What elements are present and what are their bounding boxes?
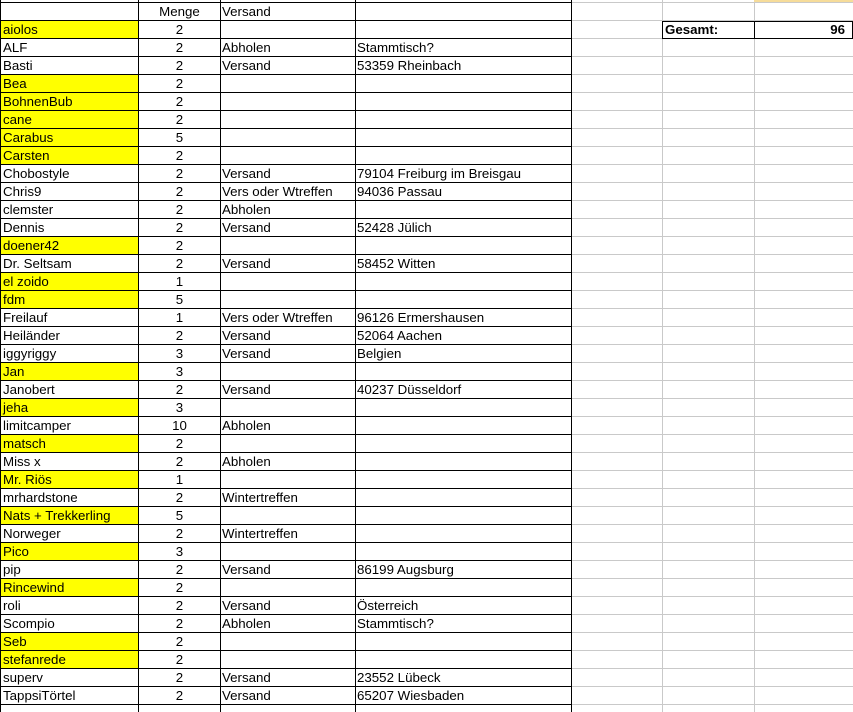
shipping-cell[interactable]: [220, 471, 355, 489]
destination-cell[interactable]: [355, 21, 572, 39]
name-cell[interactable]: Pico: [0, 543, 138, 561]
table-row: [0, 291, 853, 309]
quantity-cell[interactable]: 3: [175, 400, 184, 415]
name-cell[interactable]: iggyriggy: [3, 346, 57, 361]
quantity-cell[interactable]: 10: [172, 418, 187, 433]
quantity-cell[interactable]: 1: [175, 274, 184, 289]
table-row: [0, 507, 853, 525]
quantity-cell[interactable]: 2: [175, 112, 184, 127]
table-row: [0, 129, 853, 147]
quantity-cell[interactable]: 2: [175, 238, 184, 253]
shipping-cell[interactable]: [220, 435, 355, 453]
name-cell[interactable]: pip: [3, 562, 21, 577]
name-cell[interactable]: TappsiTörtel: [3, 688, 76, 703]
header-cell-destination[interactable]: [355, 3, 572, 21]
table-row: [0, 93, 853, 111]
shipping-cell[interactable]: [220, 111, 355, 129]
table-row: [0, 309, 853, 327]
shipping-cell[interactable]: Versand: [222, 382, 271, 397]
name-cell[interactable]: Carsten: [0, 147, 138, 165]
quantity-cell[interactable]: 2: [175, 490, 184, 505]
header-cell-shipping[interactable]: Versand: [222, 4, 271, 19]
table-row: [0, 255, 853, 273]
shipping-cell[interactable]: Abholen: [222, 454, 271, 469]
quantity-cell[interactable]: 2: [175, 688, 184, 703]
shipping-cell[interactable]: [220, 543, 355, 561]
destination-cell[interactable]: 79104 Freiburg im Breisgau: [357, 166, 522, 181]
table-row: [0, 435, 853, 453]
quantity-cell[interactable]: 2: [175, 166, 184, 181]
table-row: [0, 525, 853, 543]
name-cell[interactable]: mrhardstone: [3, 490, 78, 505]
name-cell[interactable]: Basti: [3, 58, 33, 73]
table-row: [0, 39, 853, 57]
shipping-cell[interactable]: Versand: [222, 328, 271, 343]
destination-cell[interactable]: 86199 Augsburg: [357, 562, 454, 577]
table-row: [0, 561, 853, 579]
shipping-cell[interactable]: Vers oder Wtreffen: [222, 310, 333, 325]
name-cell[interactable]: Jan: [0, 363, 138, 381]
destination-cell[interactable]: [355, 399, 572, 417]
name-cell[interactable]: Miss x: [3, 454, 41, 469]
destination-cell[interactable]: [355, 237, 572, 255]
quantity-cell[interactable]: 2: [175, 220, 184, 235]
shipping-cell[interactable]: [220, 237, 355, 255]
name-cell[interactable]: matsch: [0, 435, 138, 453]
name-cell[interactable]: fdm: [0, 291, 138, 309]
destination-cell[interactable]: [355, 651, 572, 669]
table-row: [0, 453, 853, 471]
shipping-cell[interactable]: Versand: [222, 220, 271, 235]
quantity-cell[interactable]: 2: [175, 40, 184, 55]
table-row: [0, 597, 853, 615]
table-row: [0, 363, 853, 381]
destination-cell[interactable]: 52428 Jülich: [357, 220, 432, 235]
name-cell[interactable]: Freilauf: [3, 310, 48, 325]
table-row: [0, 399, 853, 417]
table-row: [0, 273, 853, 291]
destination-cell[interactable]: [355, 543, 572, 561]
shipping-cell[interactable]: Vers oder Wtreffen: [222, 184, 333, 199]
table-row: [0, 75, 853, 93]
destination-cell[interactable]: [355, 417, 572, 435]
shipping-cell[interactable]: Versand: [222, 256, 271, 271]
name-cell[interactable]: Seb: [0, 633, 138, 651]
destination-cell[interactable]: Belgien: [357, 346, 402, 361]
quantity-cell[interactable]: 5: [175, 130, 184, 145]
destination-cell[interactable]: [355, 147, 572, 165]
quantity-cell[interactable]: 3: [175, 364, 184, 379]
destination-cell[interactable]: [355, 291, 572, 309]
name-cell[interactable]: Dennis: [3, 220, 45, 235]
table-row: [0, 183, 853, 201]
quantity-cell[interactable]: 1: [175, 310, 184, 325]
destination-cell[interactable]: 65207 Wiesbaden: [357, 688, 465, 703]
destination-cell[interactable]: [355, 75, 572, 93]
destination-cell[interactable]: [355, 507, 572, 525]
name-cell[interactable]: Janobert: [3, 382, 55, 397]
shipping-cell[interactable]: [220, 75, 355, 93]
quantity-cell[interactable]: 2: [175, 148, 184, 163]
destination-cell[interactable]: Österreich: [357, 598, 419, 613]
name-cell[interactable]: Norweger: [3, 526, 61, 541]
name-cell[interactable]: el zoido: [0, 273, 138, 291]
name-cell[interactable]: aiolos: [0, 21, 138, 39]
quantity-cell[interactable]: 2: [175, 184, 184, 199]
destination-cell[interactable]: [355, 201, 572, 219]
quantity-cell[interactable]: 2: [175, 526, 184, 541]
shipping-cell[interactable]: Versand: [222, 58, 271, 73]
selected-cell-indicator: [754, 0, 853, 2]
destination-cell[interactable]: [355, 111, 572, 129]
table-row: [0, 237, 853, 255]
shipping-cell[interactable]: Abholen: [222, 616, 271, 631]
shipping-cell[interactable]: [220, 129, 355, 147]
shipping-cell[interactable]: Abholen: [222, 418, 271, 433]
destination-cell[interactable]: 94036 Passau: [357, 184, 443, 199]
destination-cell[interactable]: [355, 579, 572, 597]
total-value[interactable]: 96: [830, 22, 845, 37]
destination-cell[interactable]: [355, 525, 572, 543]
total-label[interactable]: Gesamt:: [665, 22, 719, 37]
shipping-cell[interactable]: Versand: [222, 670, 271, 685]
destination-cell[interactable]: 58452 Witten: [357, 256, 436, 271]
name-cell[interactable]: Dr. Seltsam: [3, 256, 72, 271]
quantity-cell[interactable]: 2: [175, 652, 184, 667]
quantity-cell[interactable]: 2: [175, 256, 184, 271]
table-row: [0, 417, 853, 435]
name-cell[interactable]: stefanrede: [0, 651, 138, 669]
name-cell[interactable]: Mr. Riös: [0, 471, 138, 489]
quantity-cell[interactable]: 2: [175, 562, 184, 577]
quantity-cell[interactable]: 5: [175, 508, 184, 523]
shipping-cell[interactable]: [220, 93, 355, 111]
header-cell-name[interactable]: [0, 3, 138, 21]
shipping-cell[interactable]: Abholen: [222, 202, 271, 217]
name-cell[interactable]: superv: [3, 670, 43, 685]
destination-cell[interactable]: Stammtisch?: [357, 616, 434, 631]
destination-cell[interactable]: [355, 435, 572, 453]
name-cell[interactable]: Rincewind: [0, 579, 138, 597]
destination-cell[interactable]: [355, 273, 572, 291]
destination-cell[interactable]: [355, 489, 572, 507]
quantity-cell[interactable]: 2: [175, 454, 184, 469]
table-row: [0, 687, 853, 705]
destination-cell[interactable]: 53359 Rheinbach: [357, 58, 462, 73]
header-cell-quantity[interactable]: Menge: [159, 4, 200, 19]
name-cell[interactable]: Scompio: [3, 616, 55, 631]
quantity-cell[interactable]: 5: [175, 292, 184, 307]
name-cell[interactable]: BohnenBub: [0, 93, 138, 111]
table-row: [0, 147, 853, 165]
destination-cell[interactable]: [355, 129, 572, 147]
shipping-cell[interactable]: Versand: [222, 346, 271, 361]
name-cell[interactable]: cane: [0, 111, 138, 129]
shipping-cell[interactable]: [220, 507, 355, 525]
destination-cell[interactable]: [355, 453, 572, 471]
shipping-cell[interactable]: [220, 399, 355, 417]
quantity-cell[interactable]: 2: [175, 616, 184, 631]
name-cell[interactable]: clemster: [3, 202, 54, 217]
name-cell[interactable]: doener42: [0, 237, 138, 255]
quantity-cell[interactable]: 2: [175, 580, 184, 595]
name-cell[interactable]: Carabus: [0, 129, 138, 147]
quantity-cell[interactable]: 2: [175, 22, 184, 37]
name-cell[interactable]: Bea: [0, 75, 138, 93]
destination-cell[interactable]: Stammtisch?: [357, 40, 434, 55]
shipping-cell[interactable]: [220, 291, 355, 309]
quantity-cell[interactable]: 2: [175, 58, 184, 73]
table-row: [0, 651, 853, 669]
shipping-cell[interactable]: [220, 651, 355, 669]
table-row: [0, 471, 853, 489]
destination-cell[interactable]: 23552 Lübeck: [357, 670, 441, 685]
shipping-cell[interactable]: Wintertreffen: [222, 490, 298, 505]
quantity-cell[interactable]: 3: [175, 346, 184, 361]
destination-cell[interactable]: 52064 Aachen: [357, 328, 443, 343]
name-cell[interactable]: Nats + Trekkerling: [0, 507, 138, 525]
quantity-cell[interactable]: 2: [175, 94, 184, 109]
name-cell[interactable]: Chris9: [3, 184, 42, 199]
shipping-cell[interactable]: [220, 147, 355, 165]
table-row: [0, 489, 853, 507]
table-row: [0, 543, 853, 561]
quantity-cell[interactable]: 3: [175, 544, 184, 559]
table-row: [0, 57, 853, 75]
table-row: [0, 579, 853, 597]
name-cell[interactable]: limitcamper: [3, 418, 71, 433]
quantity-cell[interactable]: 2: [175, 328, 184, 343]
quantity-cell[interactable]: 2: [175, 76, 184, 91]
destination-cell[interactable]: 96126 Ermershausen: [357, 310, 485, 325]
name-cell[interactable]: Heiländer: [3, 328, 60, 343]
quantity-cell[interactable]: 2: [175, 670, 184, 685]
table-row: [0, 669, 853, 687]
table-row: [0, 615, 853, 633]
table-row: [0, 219, 853, 237]
destination-cell[interactable]: [355, 93, 572, 111]
shipping-cell[interactable]: [220, 363, 355, 381]
name-cell[interactable]: roli: [3, 598, 21, 613]
quantity-cell[interactable]: 1: [175, 472, 184, 487]
name-cell[interactable]: jeha: [0, 399, 138, 417]
destination-cell[interactable]: 40237 Düsseldorf: [357, 382, 462, 397]
quantity-cell[interactable]: 2: [175, 202, 184, 217]
shipping-cell[interactable]: Wintertreffen: [222, 526, 298, 541]
table-row: [0, 111, 853, 129]
table-row: [0, 345, 853, 363]
shipping-cell[interactable]: Versand: [222, 562, 271, 577]
shipping-cell[interactable]: Abholen: [222, 40, 271, 55]
shipping-cell[interactable]: [220, 579, 355, 597]
quantity-cell[interactable]: 2: [175, 598, 184, 613]
table-row: [0, 165, 853, 183]
shipping-cell[interactable]: Versand: [222, 688, 271, 703]
table-row: [0, 201, 853, 219]
destination-cell[interactable]: [355, 471, 572, 489]
table-row: [0, 327, 853, 345]
shipping-cell[interactable]: Versand: [222, 166, 271, 181]
shipping-cell[interactable]: Versand: [222, 598, 271, 613]
quantity-cell[interactable]: 2: [175, 436, 184, 451]
destination-cell[interactable]: [355, 363, 572, 381]
table-row: [0, 633, 853, 651]
header-row: [0, 3, 853, 21]
destination-cell[interactable]: [355, 633, 572, 651]
shipping-cell[interactable]: [220, 633, 355, 651]
name-cell[interactable]: Chobostyle: [3, 166, 70, 181]
shipping-cell[interactable]: [220, 21, 355, 39]
quantity-cell[interactable]: 2: [175, 634, 184, 649]
total-divider: [754, 21, 755, 39]
shipping-cell[interactable]: [220, 273, 355, 291]
name-cell[interactable]: ALF: [3, 40, 28, 55]
quantity-cell[interactable]: 2: [175, 382, 184, 397]
table-row: [0, 381, 853, 399]
